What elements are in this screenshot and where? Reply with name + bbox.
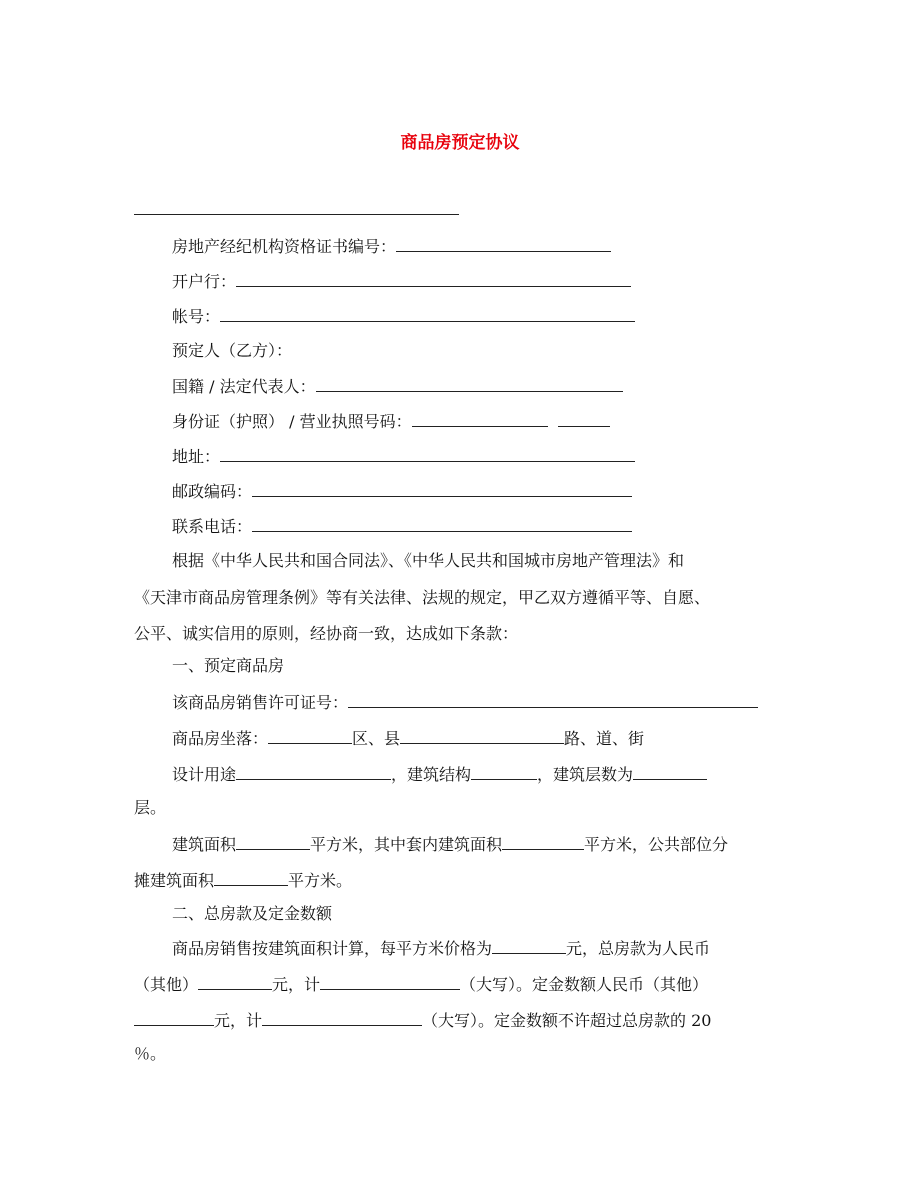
area-mid2: 平方米，公共部位分 — [584, 835, 729, 854]
document-title: 商品房预定协议 — [400, 133, 520, 153]
line3-daxie: （大写）。定金数额不许超过总房款的 20 — [422, 1011, 712, 1030]
price-row-4: ％。 — [134, 1044, 167, 1063]
permit-label: 该商品房销售许可证号： — [172, 693, 349, 712]
permit-blank[interactable] — [348, 692, 758, 708]
design-row — [172, 764, 707, 785]
area-prefix: 建筑面积 — [172, 835, 237, 854]
area-line2-suffix: 平方米。 — [288, 871, 353, 890]
id-blank-2[interactable] — [558, 411, 610, 427]
floors-blank[interactable] — [633, 764, 707, 780]
postcode-blank[interactable] — [252, 481, 632, 497]
deposit-yuan-blank[interactable] — [134, 1010, 214, 1026]
price-mid: 元，总房款为人民币 — [566, 939, 711, 958]
phone-blank[interactable] — [252, 516, 632, 532]
phone-row — [172, 516, 632, 537]
intro-line-3: 公平、诚实信用的原则，经协商一致，达成如下条款： — [134, 624, 519, 643]
location-row — [172, 728, 644, 749]
line2-prefix: （其他） — [134, 975, 199, 994]
bank-label: 开户行： — [172, 272, 237, 291]
price-row-3 — [134, 1010, 711, 1031]
buyer-label: 预定人（乙方）： — [172, 341, 293, 360]
location-district: 区、县 — [352, 729, 401, 748]
address-blank[interactable] — [220, 446, 635, 462]
nationality-label: 国籍 / 法定代表人： — [172, 377, 316, 396]
area-row — [172, 834, 728, 855]
id-label: 身份证（护照） / 营业执照号码： — [172, 412, 412, 431]
permit-row — [172, 692, 758, 713]
line2-daxie: （大写）。定金数额人民币（其他） — [460, 975, 709, 994]
design-structure: ，建筑结构 — [391, 765, 472, 784]
address-row — [172, 446, 635, 467]
cert-row — [172, 236, 611, 257]
phone-label: 联系电话： — [172, 517, 253, 536]
location-prefix: 商品房坐落： — [172, 729, 269, 748]
floor-unit: 层。 — [134, 798, 167, 817]
nationality-row — [172, 376, 623, 397]
account-row — [172, 306, 635, 327]
total-daxie-blank[interactable] — [320, 974, 460, 990]
nationality-blank[interactable] — [316, 376, 623, 392]
id-row — [172, 411, 610, 432]
area-blank-3[interactable] — [214, 870, 288, 886]
price-row — [172, 938, 710, 959]
account-label: 帐号： — [172, 307, 221, 326]
design-use-blank[interactable] — [236, 764, 391, 780]
price-row-2 — [134, 974, 708, 995]
structure-blank[interactable] — [471, 764, 537, 780]
postcode-row — [172, 481, 632, 502]
area-blank-2[interactable] — [502, 834, 584, 850]
road-blank[interactable] — [400, 728, 564, 744]
intro-line-1: 根据《中华人民共和国合同法》、《中华人民共和国城市房地产管理法》和 — [172, 551, 685, 570]
cert-label: 房地产经纪机构资格证书编号： — [172, 237, 397, 256]
bank-row — [172, 271, 631, 292]
area-mid1: 平方米，其中套内建筑面积 — [310, 835, 503, 854]
location-road: 路、道、街 — [564, 729, 645, 748]
section1-heading: 一、预定商品房 — [172, 656, 285, 675]
line3-yuan: 元，计 — [214, 1011, 263, 1030]
cert-blank[interactable] — [396, 236, 611, 252]
buyer-row — [172, 341, 292, 361]
total-yuan-blank[interactable] — [198, 974, 272, 990]
intro-line-2: 《天津市商品房管理条例》等有关法律、法规的规定，甲乙双方遵循平等、自愿、 — [134, 588, 711, 607]
area-row-2 — [134, 870, 352, 891]
design-floors: ，建筑层数为 — [537, 765, 634, 784]
section2-heading: 二、总房款及定金数额 — [172, 904, 333, 923]
area-blank-1[interactable] — [236, 834, 310, 850]
id-blank-1[interactable] — [412, 411, 548, 427]
price-prefix: 商品房销售按建筑面积计算，每平方米价格为 — [172, 939, 493, 958]
design-prefix: 设计用途 — [172, 765, 237, 784]
bank-blank[interactable] — [236, 271, 631, 287]
line2-yuan: 元，计 — [272, 975, 321, 994]
account-blank[interactable] — [220, 306, 635, 322]
address-label: 地址： — [172, 447, 221, 466]
district-blank[interactable] — [268, 728, 352, 744]
header-rule — [134, 214, 459, 215]
deposit-daxie-blank[interactable] — [262, 1010, 422, 1026]
postcode-label: 邮政编码： — [172, 482, 253, 501]
area-line2-prefix: 摊建筑面积 — [134, 871, 215, 890]
price-blank[interactable] — [492, 938, 566, 954]
